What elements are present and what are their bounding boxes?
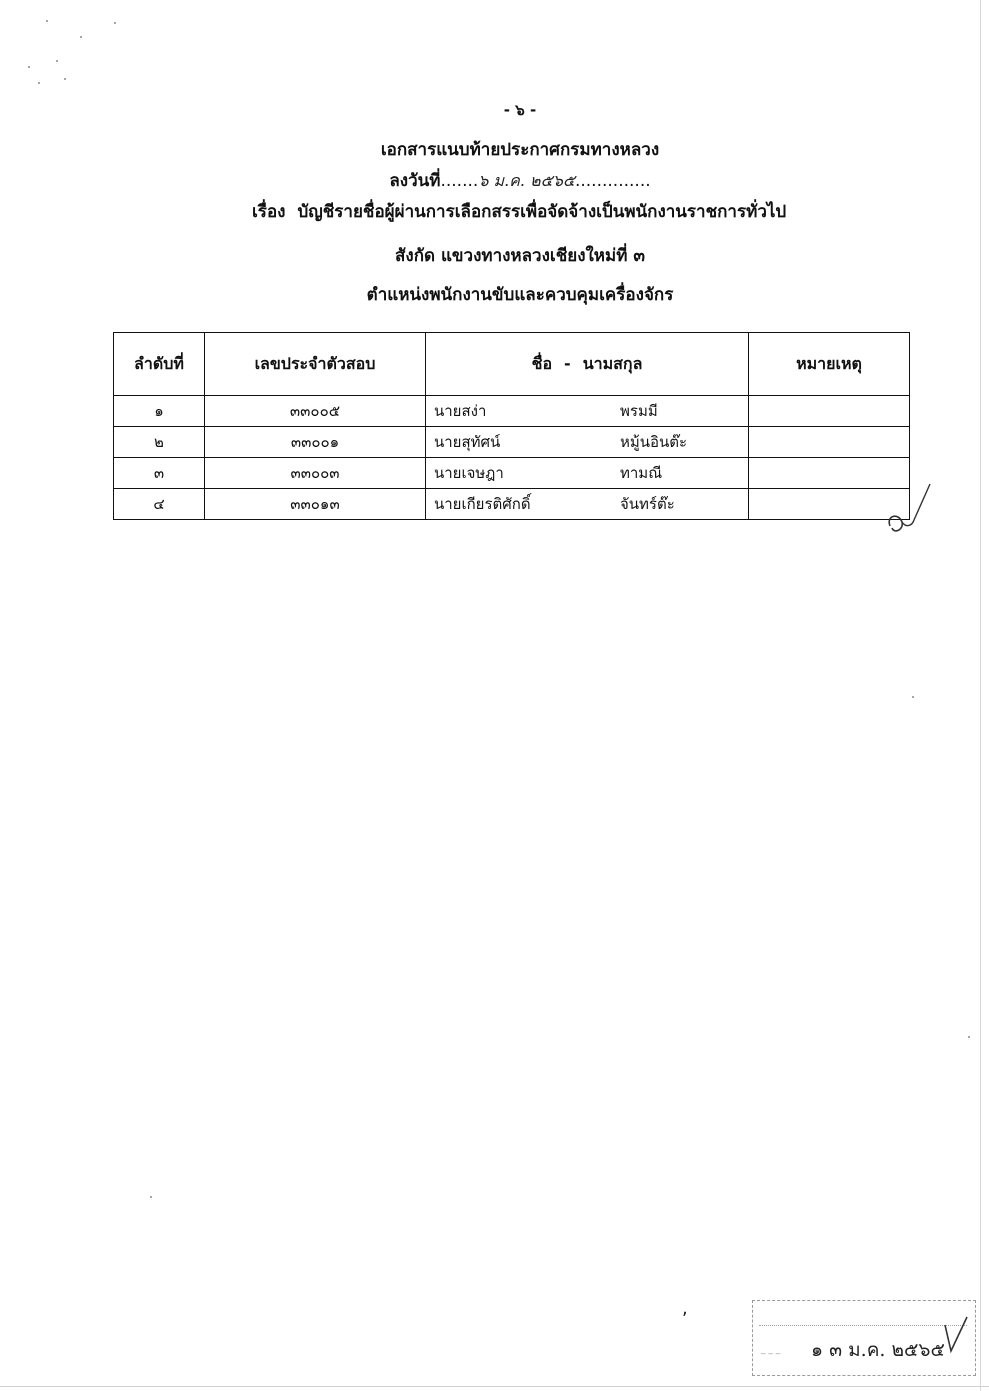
cell-exam-id: ๓๓๐๑๓ [205,489,426,520]
handwritten-initial-mark [884,482,934,538]
cell-order: ๑ [114,396,205,427]
cell-first-name: นายสุทัศน์ [434,433,501,451]
cell-name [426,458,749,489]
cell-order: ๒ [114,427,205,458]
stamp-date: ๑ ๓ ม.ค. ๒๕๖๕ [811,1339,945,1361]
cell-name [426,489,749,520]
stray-mark: , [682,1298,688,1319]
scan-edge-bottom [0,1386,989,1387]
column-header-exam-id: เลขประจำตัวสอบ [205,333,426,396]
table-row [114,489,910,520]
cell-exam-id: ๓๓๐๐๕ [205,396,426,427]
stamp-faded-header [759,1315,967,1326]
table-row [114,458,910,489]
column-header-first-name: ชื่อ [531,353,553,373]
subject-text: บัญชีรายชื่อผู้ผ่านการเลือกสรรเพื่อจัดจ้างเป็นพนักงานราชการทั่วไป [297,202,787,222]
stamp-signature-mark [943,1315,969,1355]
cell-remark [749,396,910,427]
received-stamp [752,1300,976,1376]
column-header-remark: หมายเหตุ [749,333,910,396]
cell-remark [749,427,910,458]
column-header-order: ลำดับที่ [114,333,205,396]
affiliation-line: สังกัด แขวงทางหลวงเชียงใหม่ที่ ๓ [395,246,645,266]
cell-order: ๔ [114,489,205,520]
cell-surname: ทามณี [620,464,663,482]
page-number: - ๖ - [503,101,537,119]
document-attachment-title: เอกสารแนบท้ายประกาศกรมทางหลวง [380,140,660,160]
cell-surname: จันทร์ต๊ะ [620,495,675,513]
cell-name [426,396,749,427]
date-trailing-dots: .............. [574,171,651,191]
handwritten-date: ๖ ม.ค. ๒๕๖๕ [478,171,575,190]
cell-exam-id: ๓๓๐๐๑ [205,427,426,458]
cell-order: ๓ [114,458,205,489]
table-row [114,427,910,458]
subject-label: เรื่อง [252,202,286,222]
table-row [114,396,910,427]
cell-first-name: นายสง่า [434,402,487,420]
cell-surname: หมู้นอินต๊ะ [620,433,688,451]
cell-first-name: นายเจษฎา [434,464,504,482]
date-leader-dots: ....... [440,171,479,191]
date-label: ลงวันที่ [389,171,441,191]
scan-edge-right [980,0,981,1391]
table-header-row [114,333,910,396]
stamp-faded-label: _ _ _ [761,1345,781,1355]
column-header-name-separator: - [564,353,571,373]
subject-line [252,198,786,225]
column-header-surname: นามสกุล [582,353,643,373]
cell-exam-id: ๓๓๐๐๓ [205,458,426,489]
cell-name [426,427,749,458]
cell-first-name: นายเกียรติศักดิ์ [434,495,531,513]
position-line: ตำแหน่งพนักงานขับและควบคุมเครื่องจักร [366,285,674,305]
selection-roster-table [113,332,910,520]
cell-surname: พรมมี [620,402,658,420]
date-line [0,167,989,194]
column-header-name [426,333,749,396]
